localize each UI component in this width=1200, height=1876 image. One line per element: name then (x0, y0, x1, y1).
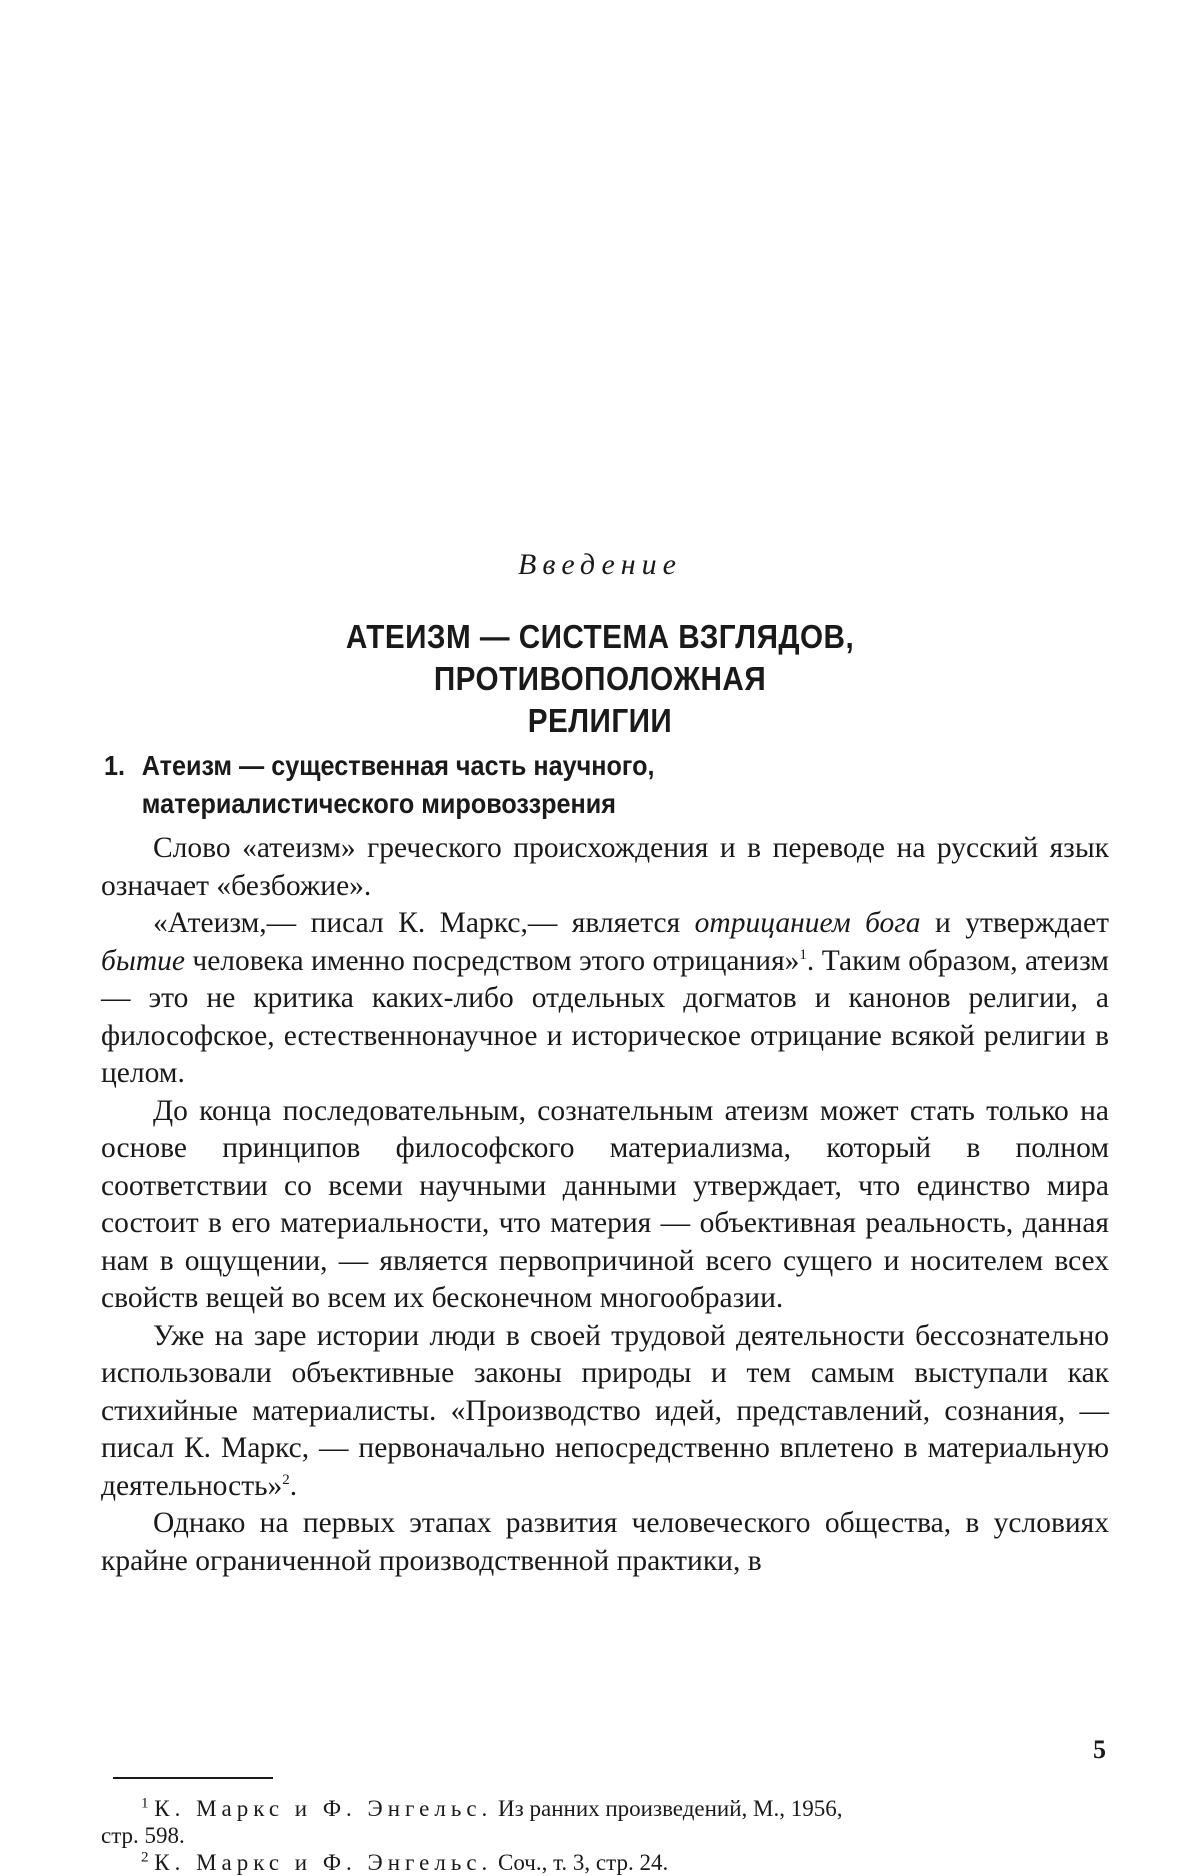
section-heading (104, 747, 1004, 823)
paragraph-3: До конца последовательным, сознательным атеизм может стать только на основе принципов философского материализма, который в полном соответствии со всеми научными данными утверждает, что единство мира состоит в его материальности, что материя — объективная реальность, данная нам в ощущении, — является первопричиной всего сущего и носителем всех свойств вещей во всем их бесконечном многообразии. (101, 1094, 1109, 1314)
footnote-1-mark: 1 (141, 1795, 149, 1812)
paragraph-2 (101, 905, 1109, 1093)
footnote-1-author: К. Маркс и Ф. Энгельс. (154, 1796, 493, 1821)
footnote-2-text: Соч., т. 3, стр. 24. (498, 1850, 669, 1875)
paragraph-2-text-c: человека именно посредством этого отрицания» (184, 944, 800, 977)
chapter-kicker: Введение (518, 548, 682, 581)
paragraph-5: Однако на первых этапах развития человеческого общества, в условиях крайне ограниченной производственной практики, в (101, 1507, 1109, 1577)
footnote-ref-1[interactable]: 1 (799, 946, 807, 963)
paragraph-4-text-b: . (289, 1469, 298, 1502)
footnote-1-text: Из ранних произведений, М., 1956, (498, 1796, 843, 1821)
emphasis-negation-of-god: отрицанием бога (694, 907, 921, 939)
paragraph-2-text-d: . Таким образом, атеизм — это не критика каких-либо отдельных догматов и канонов религии, а философское, естественнонаучное и историческое отрицание всякой религии в целом. (101, 944, 1109, 1089)
chapter-title-line-2: РЕЛИГИИ (527, 702, 673, 739)
paragraph-2-text-a: «Атеизм,— писал К. Маркс,— является (153, 907, 695, 939)
section-heading-line-1 (104, 747, 1004, 785)
footnote-2 (101, 1849, 1109, 1876)
chapter-title-line-1: АТЕИЗМ — СИСТЕМА ВЗГЛЯДОВ, ПРОТИВОПОЛОЖНАЯ (345, 618, 855, 697)
paragraph-4-text-a: Уже на заре истории люди в своей трудовой деятельности бессознательно использовали объективные законы природы и тем самым выступали как стихийные материалисты. «Производство идей, представлений, сознания, — писал К. Маркс, — первоначально непосредственно вплетено в материальную деятельность» (101, 1319, 1109, 1502)
footnote-1-continuation: стр. 598. (101, 1823, 185, 1848)
paragraph-1: Слово «атеизм» греческого происхождения и в переводе на русский язык означает «безбожие». (101, 832, 1109, 902)
paragraph-2-text-b: и утверждает (920, 907, 1109, 939)
chapter-title (195, 616, 1005, 742)
emphasis-being: бытие (101, 944, 185, 977)
paragraph-4 (101, 1318, 1109, 1506)
footnote-1 (101, 1795, 1109, 1849)
section-title-part-1: Атеизм — существенная часть научного, (141, 750, 655, 781)
footnote-ref-2[interactable]: 2 (282, 1471, 290, 1488)
body-text (101, 830, 1109, 1580)
footnotes (101, 1795, 1109, 1876)
footnote-2-author: К. Маркс и Ф. Энгельс. (154, 1850, 493, 1875)
section-number: 1. (104, 750, 126, 781)
footnote-divider (113, 1777, 273, 1779)
section-title-part-2: материалистического мировоззрения (141, 788, 616, 819)
footnote-2-mark: 2 (141, 1849, 149, 1866)
page-number: 5 (1093, 1735, 1106, 1764)
